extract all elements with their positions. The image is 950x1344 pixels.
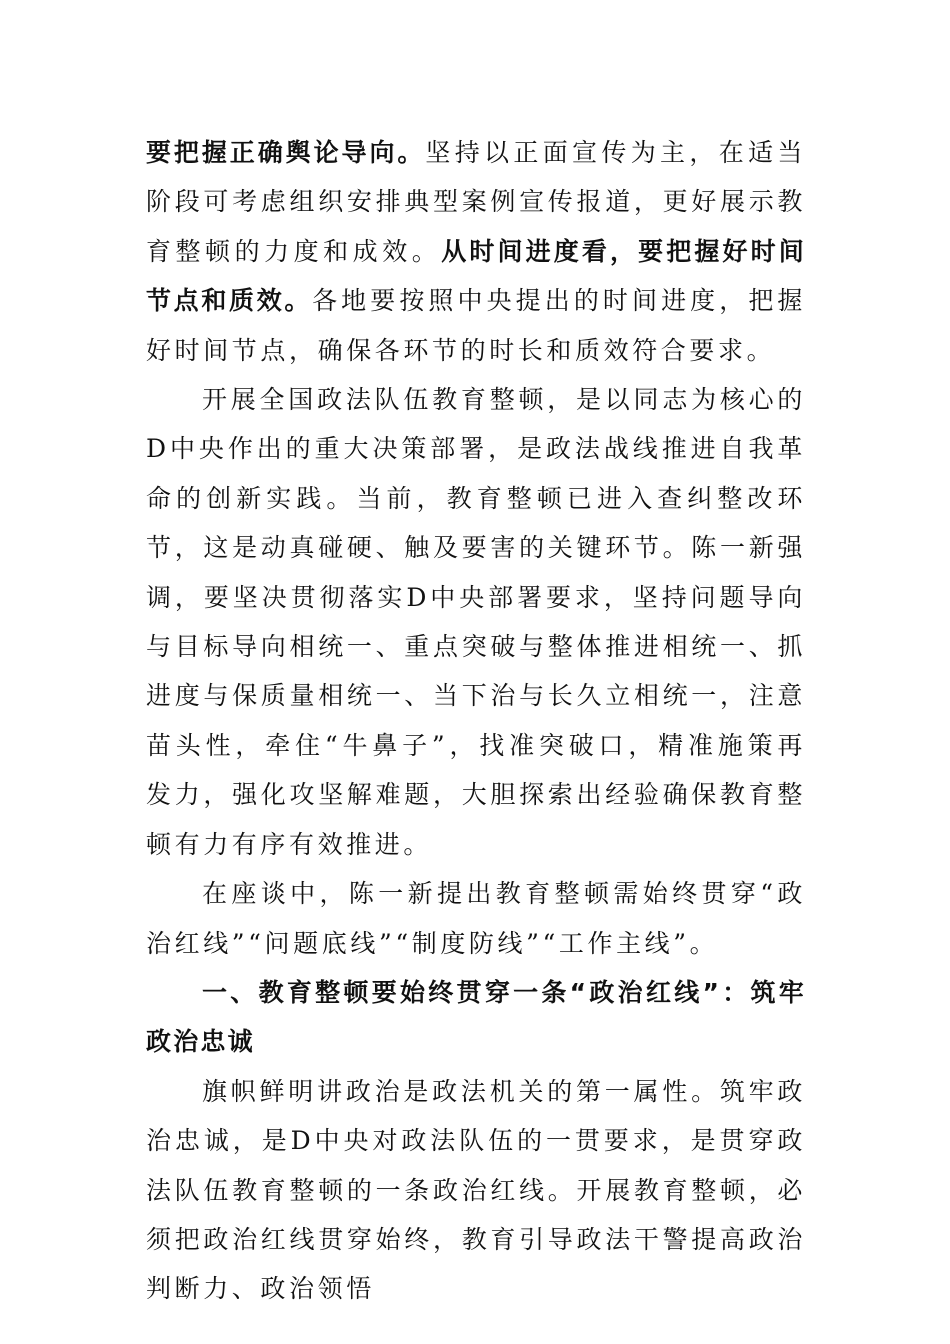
paragraph-1 — [146, 128, 806, 375]
section-heading-1: 一、教育整顿要始终贯穿一条“政治红线”：筑牢政治忠诚 — [146, 977, 806, 1057]
paragraph-4: 旗帜鲜明讲政治是政法机关的第一属性。筑牢政治忠诚，是D中央对政法队伍的一贯要求，是贯穿政法队伍教育整顿的一条政治红线。开展教育整顿，必须把政治红线贯穿始终，教育引导政法干警提高政治判断力、政治领悟 — [146, 1076, 806, 1304]
paragraph-3: 在座谈中，陈一新提出教育整顿需始终贯穿“政治红线”“问题底线”“制度防线”“工作主线”。 — [146, 879, 806, 958]
bold-mid-sentence: 从时间进度看，要把握好时间节点和质效。 — [146, 236, 806, 316]
paragraph-2: 开展全国政法队伍教育整顿，是以同志为核心的D中央作出的重大决策部署，是政法战线推进自我革命的创新实践。当前，教育整顿已进入查纠整改环节，这是动真碰硬、触及要害的关键环节。陈一新强调，要坚决贯彻落实D中央部署要求，坚持问题导向与目标导向相统一、重点突破与整体推进相统一、抓进度与保质量相统一、当下治与长久立相统一，注意苗头性，牵住“牛鼻子”，找准突破口，精准施策再发力，强化攻坚解难题，大胆探索出经验确保教育整顿有力有序有效推进。 — [146, 385, 806, 859]
bold-lead-sentence: 要把握正确舆论导向。 — [146, 138, 426, 167]
paragraph-1-text-1: 坚持以正面宣传为主，在适当阶段可考虑组织安排典型案例宣传报道，更好展示教育整顿的力度和成效。 — [146, 138, 806, 266]
paragraph-1-text-2: 各地要按照中央提出的时间进度，把握好时间节点，确保各环节的时长和质效符合要求。 — [146, 286, 806, 365]
document-page — [146, 128, 806, 1314]
